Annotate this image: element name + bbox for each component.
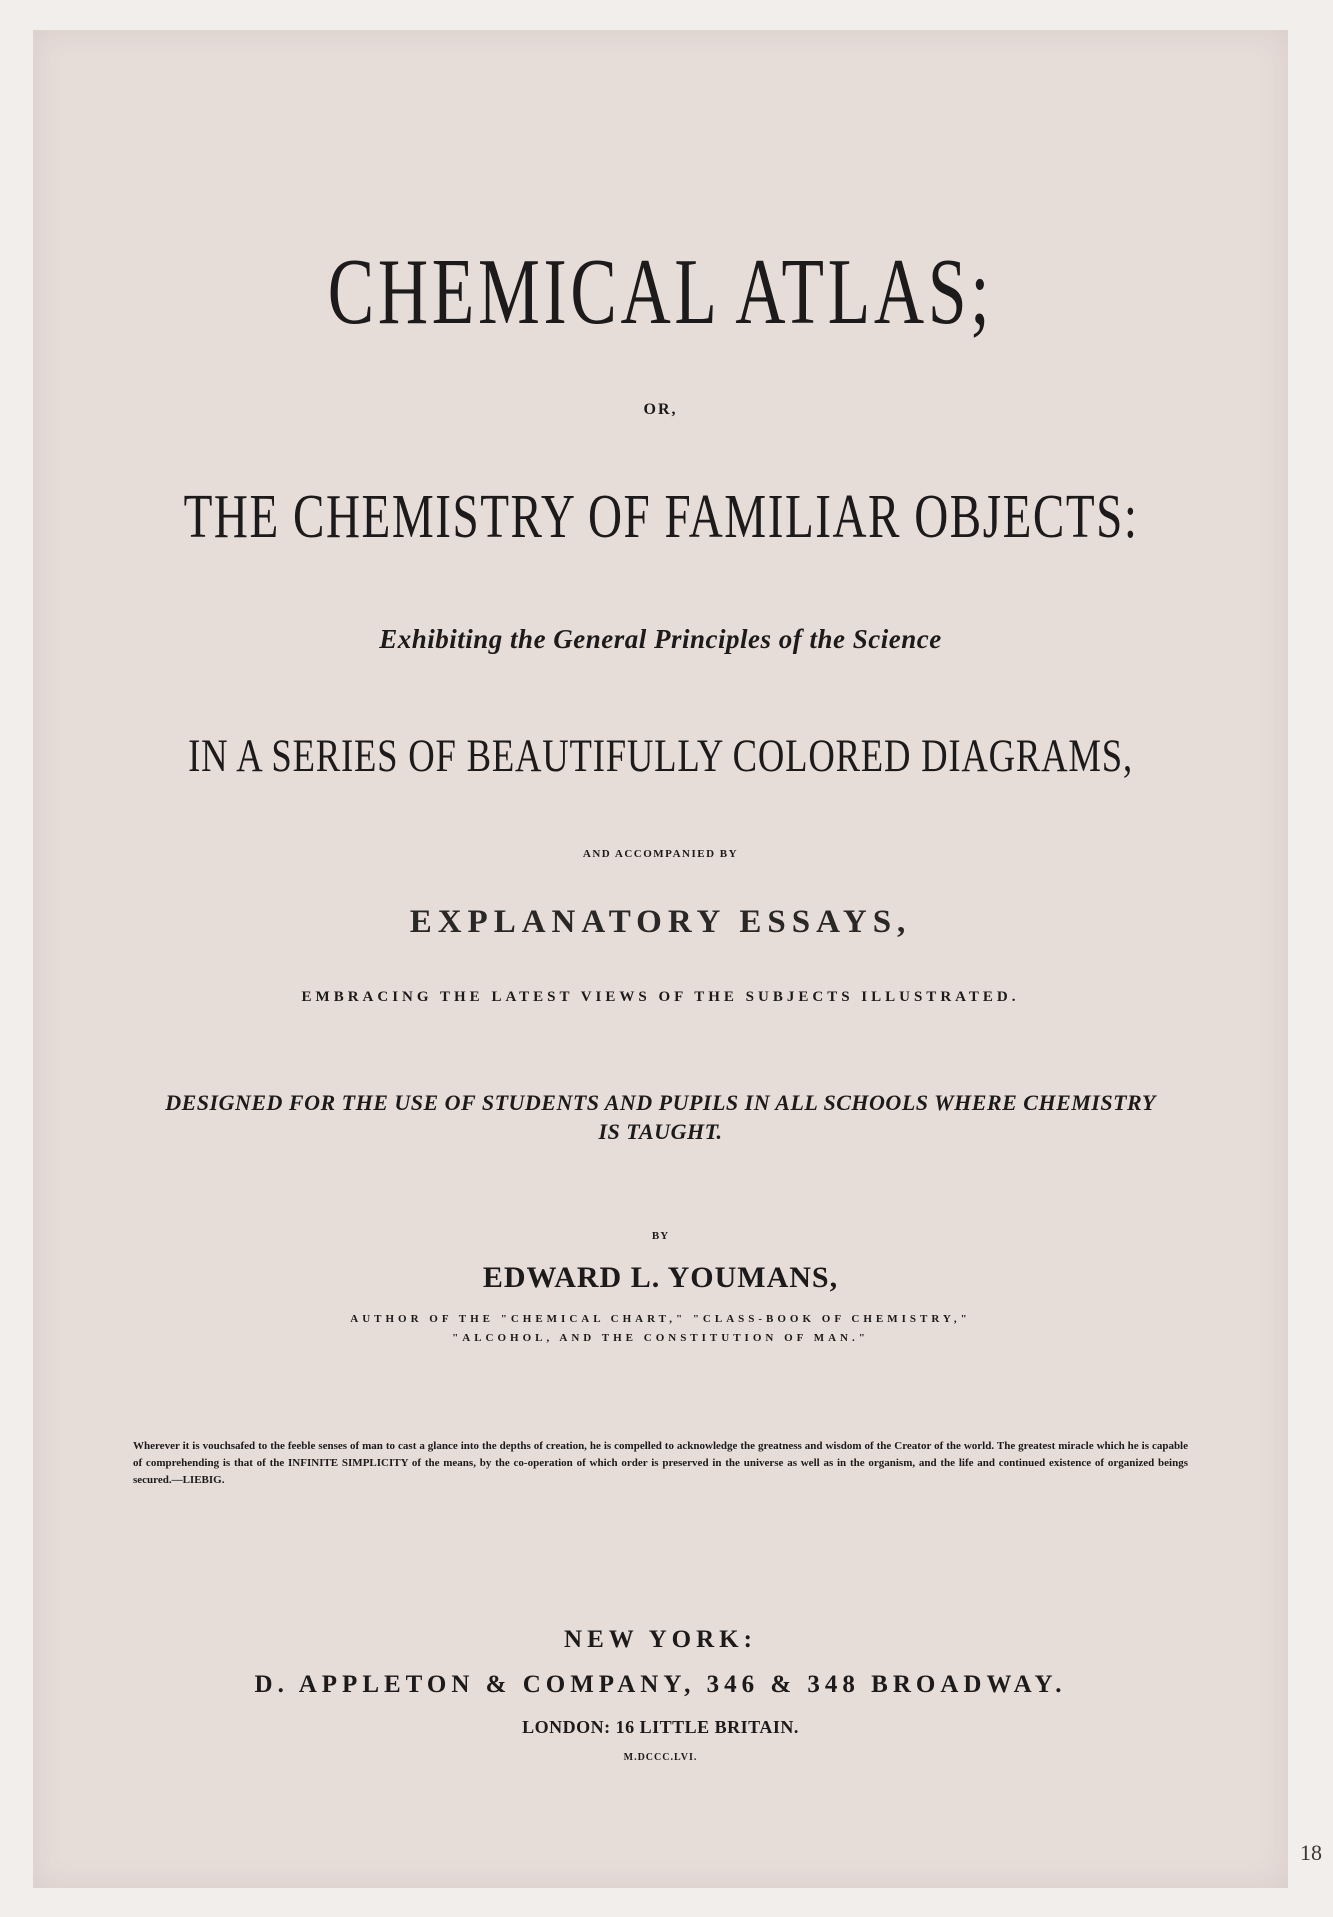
publisher-line: D. APPLETON & COMPANY, 346 & 348 BROADWAY. [254,1671,1067,1698]
london-address: LONDON: 16 LITTLE BRITAIN. [522,1717,799,1737]
essays-line: EXPLANATORY ESSAYS, [409,904,912,940]
accompanied-line: AND ACCOMPANIED BY [582,848,739,860]
series-line: IN A SERIES OF BEAUTIFULLY COLORED DIAGRAMS, [188,730,1133,782]
title-page [33,30,1288,1888]
embracing-line: EMBRACING THE LATEST VIEWS OF THE SUBJECTS ILLUSTRATED. [301,989,1020,1005]
epigraph-quote: Wherever it is vouchsafed to the feeble senses of man to cast a glance into the depths of creation, he is compelled to acknowledge the greatness and wisdom of the Creator of the world. The greatest miracle which he is capable of comprehending is that of the INFINITE SIMPLICITY of the means, by the co-operation of which order is preserved in the universe as well as in the organism, and the life and continued existence of organized beings secured.—LIEBIG. [133,1440,1188,1486]
author-works-line-2: "ALCOHOL, AND THE CONSTITUTION OF MAN." [452,1332,869,1344]
author-works [33,1310,1288,1348]
publication-date: M.DCCC.LVI. [623,1752,698,1763]
author-works-line-1: AUTHOR OF THE "CHEMICAL CHART," "CLASS-BOOK OF CHEMISTRY," [350,1313,971,1325]
author-name: EDWARD L. YOUMANS, [482,1261,839,1294]
page-number: 18 [1300,1840,1322,1865]
book-title: CHEMICAL ATLAS; [327,240,994,344]
designed-line: DESIGNED FOR THE USE OF STUDENTS AND PUPILS IN ALL SCHOOLS WHERE CHEMISTRY IS TAUGHT. [165,1090,1156,1144]
exhibiting-line: Exhibiting the General Principles of the Science [379,624,942,654]
title-connector: OR, [643,401,678,418]
by-line: BY [651,1230,670,1242]
book-subtitle: THE CHEMISTRY OF FAMILIAR OBJECTS: [183,483,1139,551]
imprint-city: NEW YORK: [564,1626,757,1653]
